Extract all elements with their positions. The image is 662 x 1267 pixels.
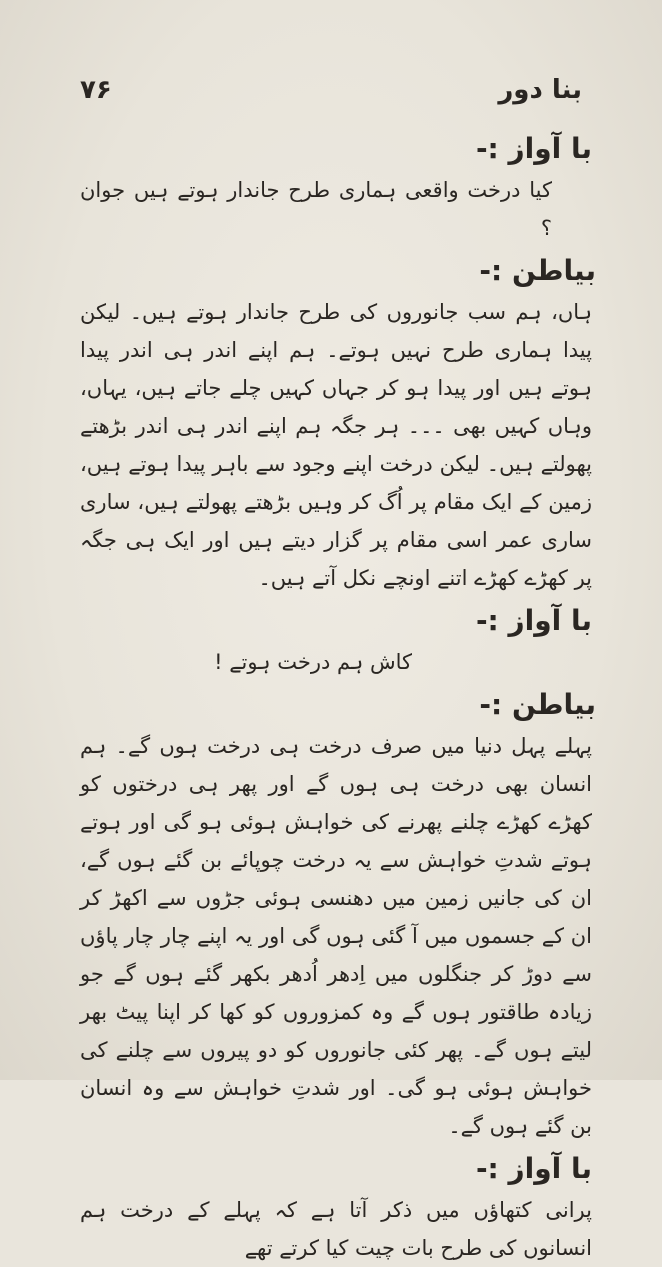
dialogue-block-3: [80, 601, 592, 681]
dialogue-text: پرانی کتھاؤں میں ذکر آتا ہے کہ پہلے کے درخت ہم انسانوں کی طرح بات چیت کیا کرتے تھے: [80, 1198, 592, 1260]
dialogue-text: ہاں، ہم سب جانوروں کی طرح جاندار ہوتے ہیں۔ لیکن پیدا ہماری طرح نہیں ہوتے۔ ہم اپنے اندر ہی اندر پیدا ہوتے ہیں اور پیدا ہو کر جہاں کہیں چلے جاتے ہیں، یہاں، وہاں کہیں بھی ۔۔۔ ہر جگہ ہم اپنے اندر ہی اندر بڑھتے پھولتے ہیں۔ لیکن درخت اپنے وجود سے باہر پیدا ہوتے ہیں، زمین کے ایک مقام پر اُگ کر وہیں بڑھتے پھولتے ہیں، ساری ساری عمر اسی مقام پر گزار دیتے ہیں اور ایک ہی جگہ پر کھڑے کھڑے اتنے اونچے نکل آتے ہیں۔: [80, 300, 592, 590]
dialogue-body: [80, 125, 596, 1267]
dialogue-block-4: [80, 685, 596, 1145]
dialogue-text: کیا درخت واقعی ہماری طرح جاندار ہوتے ہیں جوان ؟: [80, 178, 552, 240]
dialogue-block-2: [80, 251, 596, 597]
speaker-label: بیاطن :-: [479, 254, 596, 287]
page-header: [80, 70, 582, 110]
dialogue-text: پہلے پہل دنیا میں صرف درخت ہی درخت ہوں گے۔ ہم انسان بھی درخت ہی ہوں گے اور پھر ہی درختوں کو کھڑے کھڑے چلنے پھرنے کی خواہش ہوئی ہو گی اور ہوتے ہوتے شدتِ خواہش سے یہ درخت چوپائے بن گئے ہوں گے، ان کی جانیں زمین میں دھنسی ہوئی جڑوں سے اکھڑ کر ان کے جسموں میں آ گئی ہوں گی اور یہ اپنے چار چار پاؤں سے دوڑ کر جنگلوں میں اِدھر اُدھر بکھر گئے ہوں گے جو زیادہ طاقتور ہوں گے وہ کمزوروں کو کھا کر اپنا پیٹ بھر لیتے ہوں گے۔ پھر کئی جانوروں کو دو پیروں سے چلنے کی خواہش ہوئی ہو گی۔ اور شدتِ خواہش سے وہ انسان بن گئے ہوں گے۔: [80, 734, 592, 1138]
dialogue-block-1: [80, 129, 592, 247]
speaker-label: با آواز :-: [475, 1152, 592, 1185]
speaker-label: با آواز :-: [475, 604, 592, 637]
speaker-label: بیاطن :-: [479, 688, 596, 721]
dialogue-text: کاش ہم درخت ہوتے !: [214, 650, 412, 674]
speaker-label: با آواز :-: [475, 132, 592, 165]
running-title: بنا دور: [498, 75, 582, 105]
dialogue-block-5: [80, 1149, 592, 1267]
page-number: ۷۶: [80, 75, 112, 105]
